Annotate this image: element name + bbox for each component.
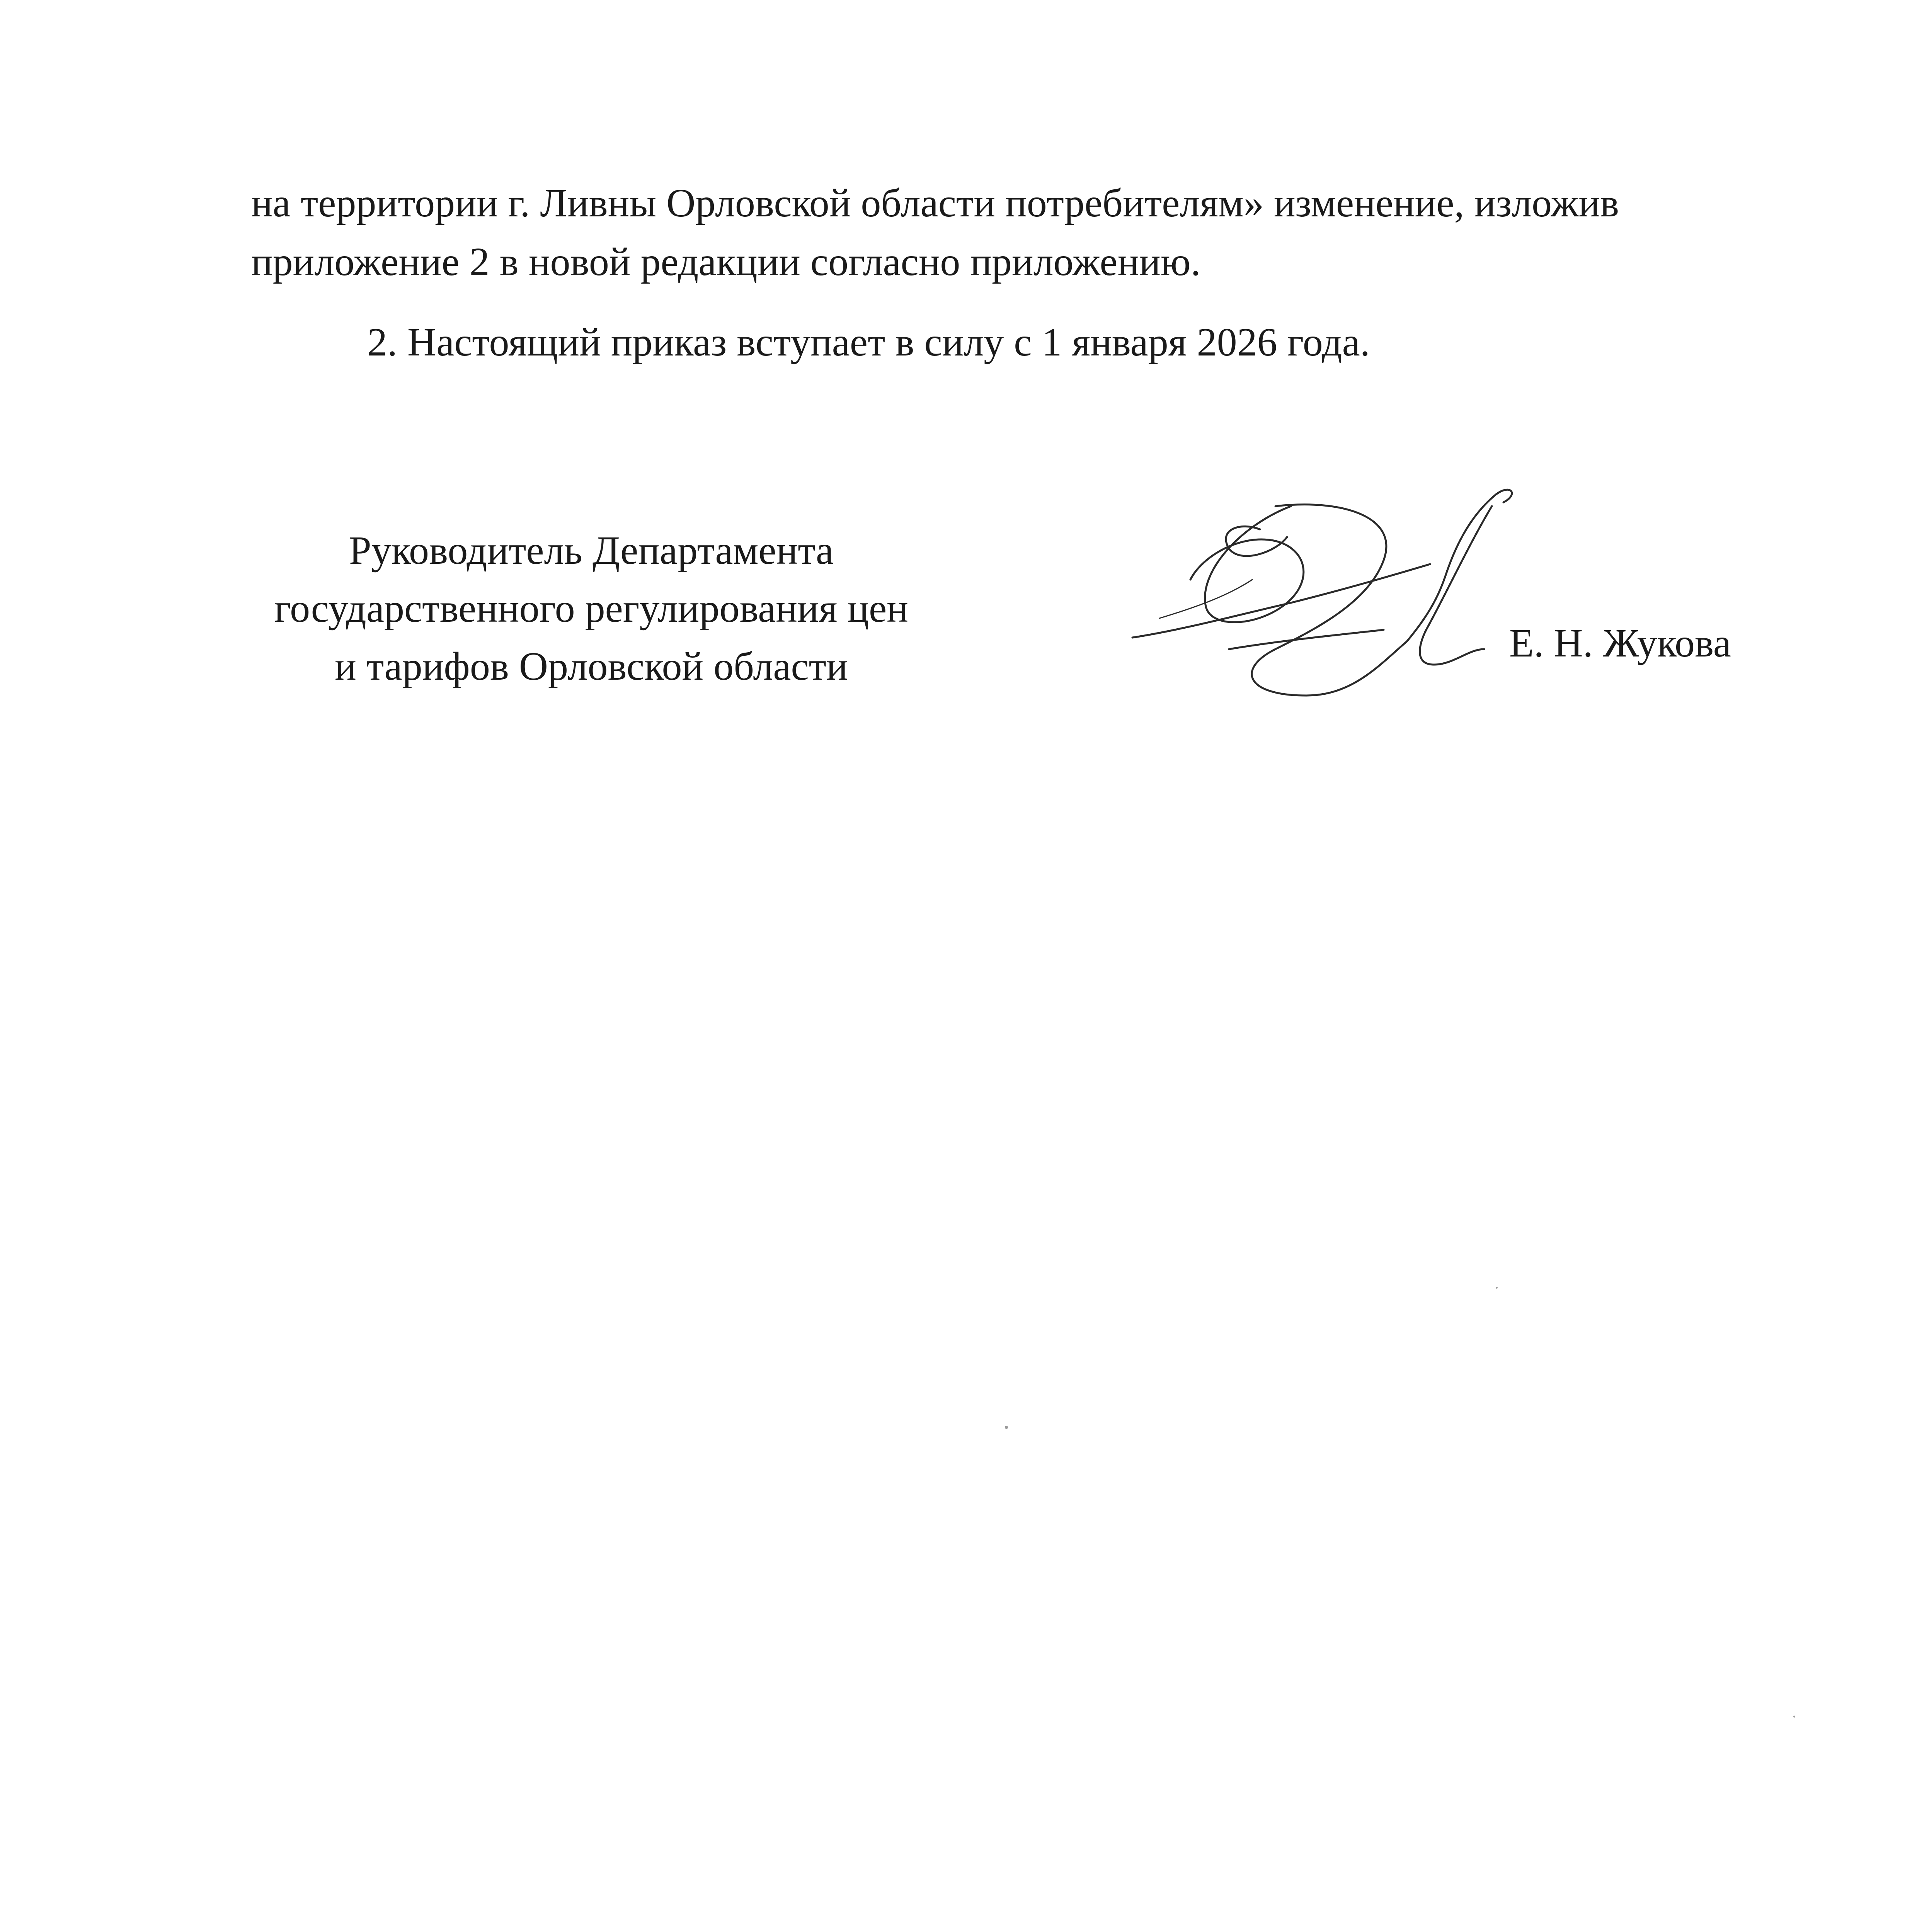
paragraph-continuation — [251, 174, 1782, 291]
signatory-title-line: государственного регулирования цен — [274, 586, 908, 631]
paragraph-line: на территории г. Ливны Орловской области потребителям» изменение, изложив — [251, 181, 1619, 225]
scan-speck — [1496, 1287, 1498, 1289]
handwritten-signature — [1113, 448, 1554, 726]
signatory-title-line: Руководитель Департамента — [349, 528, 834, 573]
paragraph-effective-date: 2. Настоящий приказ вступает в силу с 1 января 2026 года. — [367, 320, 1370, 364]
signatory-name: Е. Н. Жукова — [1509, 621, 1731, 665]
scan-speck — [1005, 1426, 1008, 1429]
signatory-title-line: и тарифов Орловской области — [335, 644, 848, 689]
paragraph-line: приложение 2 в новой редакции согласно приложению. — [251, 240, 1201, 284]
signatory-title — [232, 522, 951, 696]
scan-speck — [1793, 1716, 1795, 1718]
